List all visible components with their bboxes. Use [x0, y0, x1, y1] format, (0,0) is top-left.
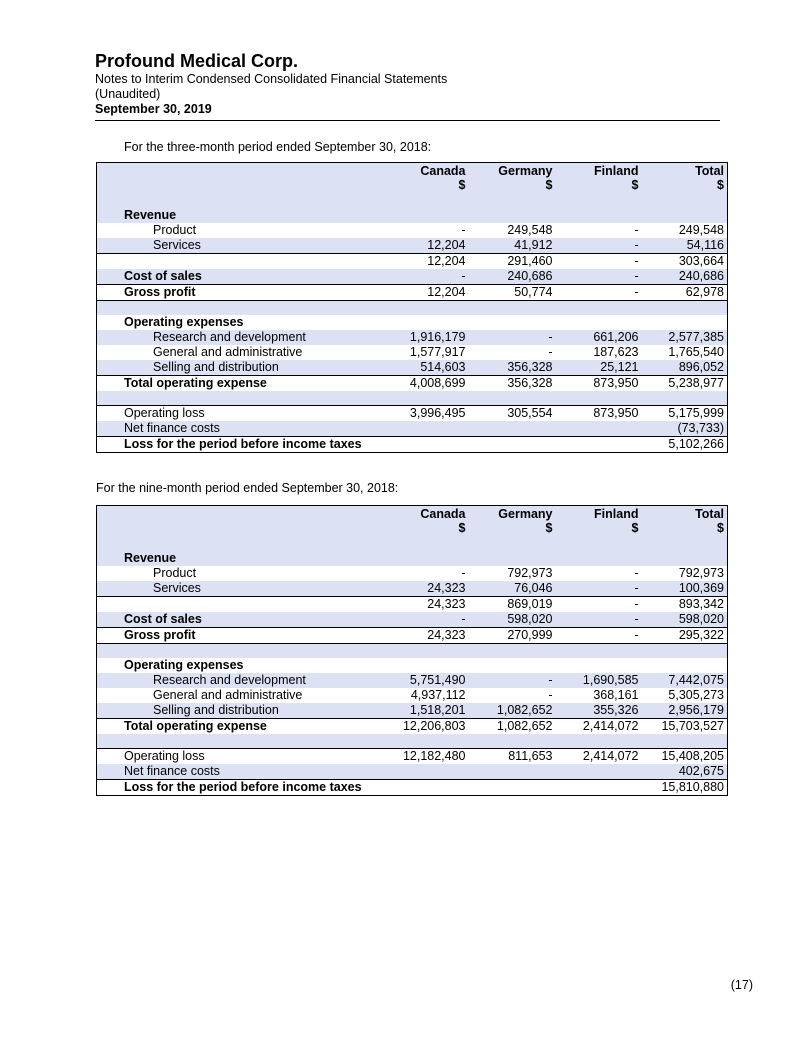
row-services	[97, 238, 728, 254]
column-unit: $	[717, 178, 724, 192]
value-cell: -	[556, 254, 642, 270]
spacer-row	[97, 734, 728, 749]
value-cell: 291,460	[469, 254, 556, 270]
empty-cell	[469, 537, 556, 551]
empty-cell	[469, 194, 556, 208]
value-cell: -	[556, 628, 642, 644]
value-cell: 54,116	[642, 238, 728, 254]
value-cell: -	[393, 269, 469, 285]
value-cell: 12,206,803	[393, 719, 469, 735]
operating-expenses-heading	[97, 315, 728, 330]
header-rule	[95, 120, 720, 121]
row-revenue-total	[97, 254, 728, 270]
spacer-row	[97, 194, 728, 208]
value-cell: -	[556, 612, 642, 628]
value-cell: 1,518,201	[393, 703, 469, 719]
value-cell: -	[393, 612, 469, 628]
row-label: General and administrative	[97, 345, 393, 360]
column-header	[556, 163, 642, 195]
row-operating-loss	[97, 406, 728, 422]
column-unit: $	[717, 521, 724, 535]
empty-cell	[642, 734, 728, 749]
row-net-finance-costs	[97, 421, 728, 437]
row-label	[97, 254, 393, 270]
value-cell: 187,623	[556, 345, 642, 360]
empty-cell	[97, 301, 393, 316]
row-label: Operating expenses	[97, 658, 393, 673]
row-label: Revenue	[97, 208, 393, 223]
report-date: September 30, 2019	[95, 102, 212, 116]
value-cell: 355,326	[556, 703, 642, 719]
value-cell: 303,664	[642, 254, 728, 270]
value-cell: 5,305,273	[642, 688, 728, 703]
empty-cell	[97, 194, 393, 208]
column-header	[556, 506, 642, 538]
value-cell: 811,653	[469, 749, 556, 765]
row-label: Net finance costs	[97, 764, 393, 780]
empty-cell	[642, 551, 728, 566]
empty-cell	[469, 208, 556, 223]
row-net-finance-costs	[97, 764, 728, 780]
column-unit: $	[458, 178, 466, 192]
row-label: Services	[97, 238, 393, 254]
value-cell: -	[393, 566, 469, 581]
row-label: Services	[97, 581, 393, 597]
empty-cell	[97, 734, 393, 749]
row-loss-before-taxes	[97, 437, 728, 453]
row-label: Product	[97, 223, 393, 238]
row-label: Total operating expense	[97, 719, 393, 735]
column-name: Finland	[594, 507, 639, 521]
empty-cell	[469, 421, 556, 437]
empty-cell	[556, 301, 642, 316]
section-title-three-month: For the three-month period ended September 30, 2018:	[124, 140, 432, 154]
revenue-heading	[97, 208, 728, 223]
row-revenue-total	[97, 597, 728, 613]
column-header	[469, 163, 556, 195]
value-cell: 368,161	[556, 688, 642, 703]
column-header	[642, 163, 728, 195]
value-cell: 62,978	[642, 285, 728, 301]
value-cell: 240,686	[469, 269, 556, 285]
empty-cell	[556, 734, 642, 749]
row-label: Revenue	[97, 551, 393, 566]
value-cell: 873,950	[556, 376, 642, 392]
empty-cell	[393, 644, 469, 659]
value-cell: 25,121	[556, 360, 642, 376]
value-cell: 24,323	[393, 597, 469, 613]
value-cell: 12,204	[393, 254, 469, 270]
empty-cell	[556, 315, 642, 330]
value-cell: 249,548	[642, 223, 728, 238]
row-label: Gross profit	[97, 285, 393, 301]
value-cell: 24,323	[393, 628, 469, 644]
value-cell: 249,548	[469, 223, 556, 238]
document-header	[95, 50, 720, 121]
empty-cell	[393, 537, 469, 551]
row-product	[97, 566, 728, 581]
empty-cell	[393, 315, 469, 330]
row-research-development	[97, 673, 728, 688]
value-cell: 1,765,540	[642, 345, 728, 360]
column-header-row	[97, 506, 728, 538]
value-cell: 1,082,652	[469, 719, 556, 735]
value-cell: 305,554	[469, 406, 556, 422]
row-label: Selling and distribution	[97, 360, 393, 376]
empty-cell	[642, 315, 728, 330]
value-cell: 514,603	[393, 360, 469, 376]
row-research-development	[97, 330, 728, 345]
value-cell: 792,973	[469, 566, 556, 581]
column-name: Germany	[498, 164, 553, 178]
spacer-row	[97, 301, 728, 316]
value-cell: -	[556, 566, 642, 581]
value-cell: 50,774	[469, 285, 556, 301]
column-unit: $	[458, 521, 466, 535]
value-cell: 295,322	[642, 628, 728, 644]
empty-cell	[556, 208, 642, 223]
value-cell: 1,690,585	[556, 673, 642, 688]
column-unit: $	[545, 521, 553, 535]
company-name: Profound Medical Corp.	[95, 51, 299, 71]
value-cell: 7,442,075	[642, 673, 728, 688]
empty-cell	[393, 437, 469, 453]
value-cell: 270,999	[469, 628, 556, 644]
row-label: Selling and distribution	[97, 703, 393, 719]
row-label: Loss for the period before income taxes	[97, 437, 393, 453]
row-selling-distribution	[97, 360, 728, 376]
spacer-row	[97, 391, 728, 406]
value-cell: 1,577,917	[393, 345, 469, 360]
empty-cell	[393, 208, 469, 223]
row-label: Loss for the period before income taxes	[97, 780, 393, 796]
row-label: General and administrative	[97, 688, 393, 703]
row-label: Cost of sales	[97, 269, 393, 285]
column-unit: $	[631, 178, 639, 192]
value-cell: 356,328	[469, 360, 556, 376]
empty-cell	[393, 551, 469, 566]
spacer-row	[97, 537, 728, 551]
column-header	[393, 163, 469, 195]
value-cell: 4,937,112	[393, 688, 469, 703]
operating-expenses-heading	[97, 658, 728, 673]
value-cell: 2,414,072	[556, 749, 642, 765]
empty-cell	[393, 658, 469, 673]
header-spacer	[97, 163, 393, 195]
column-name: Total	[695, 507, 724, 521]
value-cell: -	[469, 688, 556, 703]
value-cell: 869,019	[469, 597, 556, 613]
value-cell: 598,020	[642, 612, 728, 628]
value-cell: 2,956,179	[642, 703, 728, 719]
empty-cell	[469, 391, 556, 406]
empty-cell	[469, 734, 556, 749]
row-label: Gross profit	[97, 628, 393, 644]
empty-cell	[469, 437, 556, 453]
row-label: Cost of sales	[97, 612, 393, 628]
empty-cell	[393, 780, 469, 796]
row-label: Research and development	[97, 673, 393, 688]
empty-cell	[393, 734, 469, 749]
total-cell: 402,675	[642, 764, 728, 780]
empty-cell	[393, 764, 469, 780]
column-unit: $	[545, 178, 553, 192]
segment-table-nine-month	[96, 505, 728, 796]
empty-cell	[556, 437, 642, 453]
empty-cell	[469, 644, 556, 659]
value-cell: 4,008,699	[393, 376, 469, 392]
empty-cell	[469, 658, 556, 673]
empty-cell	[97, 644, 393, 659]
row-label	[97, 597, 393, 613]
value-cell: -	[556, 285, 642, 301]
value-cell: 5,175,999	[642, 406, 728, 422]
value-cell: 873,950	[556, 406, 642, 422]
row-label: Operating loss	[97, 406, 393, 422]
empty-cell	[97, 537, 393, 551]
row-label: Net finance costs	[97, 421, 393, 437]
value-cell: 5,238,977	[642, 376, 728, 392]
row-label: Research and development	[97, 330, 393, 345]
empty-cell	[556, 780, 642, 796]
empty-cell	[393, 194, 469, 208]
row-total-operating-expense	[97, 719, 728, 735]
total-cell: 5,102,266	[642, 437, 728, 453]
value-cell: 598,020	[469, 612, 556, 628]
row-label: Operating loss	[97, 749, 393, 765]
row-gross-profit	[97, 628, 728, 644]
row-label: Product	[97, 566, 393, 581]
row-total-operating-expense	[97, 376, 728, 392]
empty-cell	[97, 391, 393, 406]
column-header	[642, 506, 728, 538]
column-name: Canada	[420, 164, 466, 178]
value-cell: -	[556, 581, 642, 597]
total-cell: 15,810,880	[642, 780, 728, 796]
value-cell: 240,686	[642, 269, 728, 285]
column-header	[469, 506, 556, 538]
value-cell: -	[556, 269, 642, 285]
row-gross-profit	[97, 285, 728, 301]
column-unit: $	[631, 521, 639, 535]
empty-cell	[556, 764, 642, 780]
page-number: (17)	[730, 978, 753, 992]
column-name: Finland	[594, 164, 639, 178]
value-cell: 41,912	[469, 238, 556, 254]
value-cell: 356,328	[469, 376, 556, 392]
empty-cell	[469, 764, 556, 780]
empty-cell	[642, 658, 728, 673]
value-cell: 100,369	[642, 581, 728, 597]
value-cell: 15,408,205	[642, 749, 728, 765]
empty-cell	[393, 421, 469, 437]
row-general-administrative	[97, 688, 728, 703]
row-label: Operating expenses	[97, 315, 393, 330]
empty-cell	[642, 208, 728, 223]
value-cell: -	[469, 345, 556, 360]
empty-cell	[469, 315, 556, 330]
value-cell: 896,052	[642, 360, 728, 376]
value-cell: 792,973	[642, 566, 728, 581]
revenue-heading	[97, 551, 728, 566]
value-cell: 12,182,480	[393, 749, 469, 765]
value-cell: -	[556, 223, 642, 238]
row-selling-distribution	[97, 703, 728, 719]
empty-cell	[556, 421, 642, 437]
column-name: Total	[695, 164, 724, 178]
empty-cell	[556, 644, 642, 659]
row-label: Total operating expense	[97, 376, 393, 392]
value-cell: 2,577,385	[642, 330, 728, 345]
value-cell: 15,703,527	[642, 719, 728, 735]
empty-cell	[642, 194, 728, 208]
empty-cell	[642, 644, 728, 659]
empty-cell	[393, 391, 469, 406]
row-services	[97, 581, 728, 597]
value-cell: -	[556, 238, 642, 254]
empty-cell	[393, 301, 469, 316]
column-name: Germany	[498, 507, 553, 521]
value-cell: 24,323	[393, 581, 469, 597]
empty-cell	[469, 780, 556, 796]
value-cell: 12,204	[393, 285, 469, 301]
column-header-row	[97, 163, 728, 195]
row-product	[97, 223, 728, 238]
value-cell: -	[393, 223, 469, 238]
spacer-row	[97, 644, 728, 659]
value-cell: 5,751,490	[393, 673, 469, 688]
empty-cell	[642, 301, 728, 316]
value-cell: 1,916,179	[393, 330, 469, 345]
empty-cell	[556, 391, 642, 406]
section-title-nine-month: For the nine-month period ended September 30, 2018:	[96, 481, 399, 495]
value-cell: -	[556, 597, 642, 613]
value-cell: 893,342	[642, 597, 728, 613]
value-cell: 3,996,495	[393, 406, 469, 422]
row-cost-of-sales	[97, 612, 728, 628]
empty-cell	[556, 658, 642, 673]
row-general-administrative	[97, 345, 728, 360]
row-cost-of-sales	[97, 269, 728, 285]
empty-cell	[469, 551, 556, 566]
value-cell: -	[469, 330, 556, 345]
header-spacer	[97, 506, 393, 538]
value-cell: 2,414,072	[556, 719, 642, 735]
document-subtitle: Notes to Interim Condensed Consolidated Financial Statements	[95, 72, 448, 86]
unaudited-note: (Unaudited)	[95, 87, 161, 101]
row-operating-loss	[97, 749, 728, 765]
empty-cell	[556, 551, 642, 566]
segment-table-three-month	[96, 162, 728, 453]
total-cell: (73,733)	[642, 421, 728, 437]
value-cell: 76,046	[469, 581, 556, 597]
empty-cell	[642, 391, 728, 406]
column-name: Canada	[420, 507, 466, 521]
value-cell: 12,204	[393, 238, 469, 254]
row-loss-before-taxes	[97, 780, 728, 796]
value-cell: -	[469, 673, 556, 688]
empty-cell	[556, 537, 642, 551]
empty-cell	[642, 537, 728, 551]
value-cell: 1,082,652	[469, 703, 556, 719]
value-cell: 661,206	[556, 330, 642, 345]
column-header	[393, 506, 469, 538]
empty-cell	[469, 301, 556, 316]
empty-cell	[556, 194, 642, 208]
